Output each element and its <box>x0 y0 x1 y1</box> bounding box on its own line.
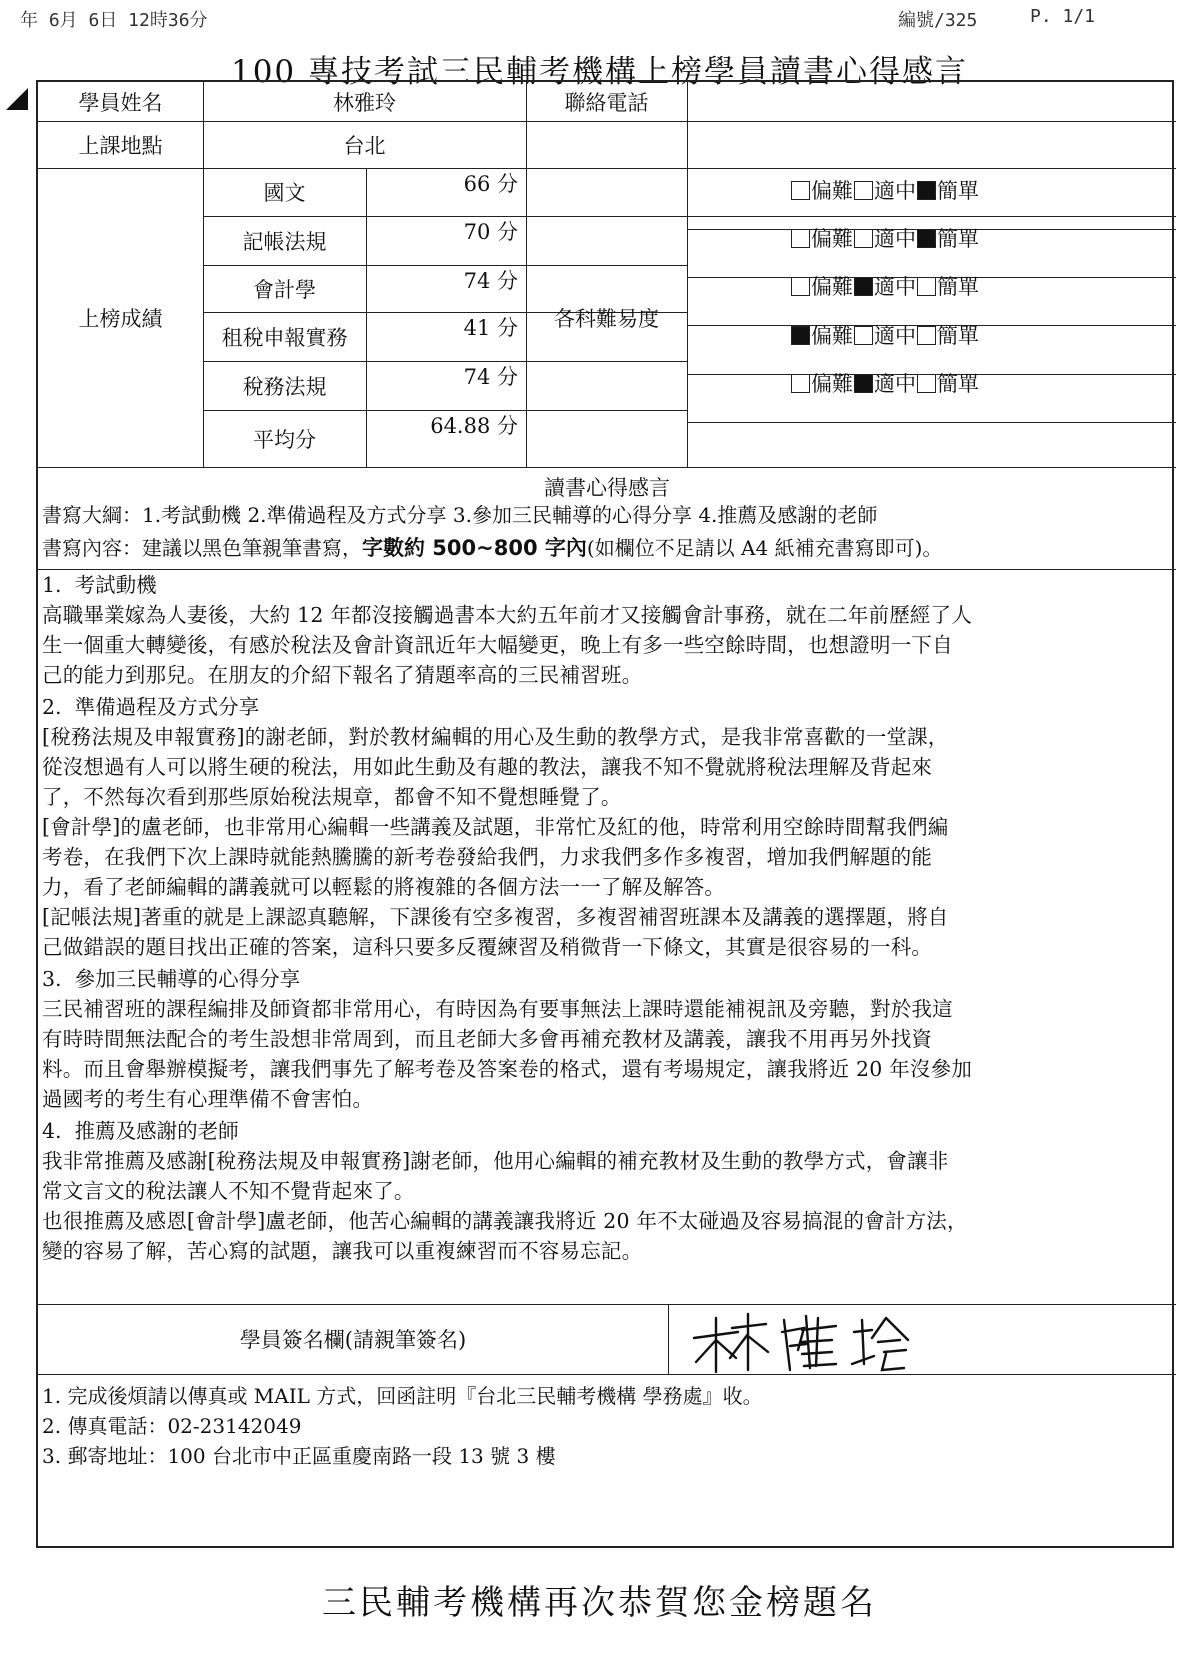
difficulty-option-label: 簡單 <box>937 227 979 251</box>
checked-box-icon[interactable] <box>854 277 873 296</box>
location-label: 上課地點 <box>78 133 163 158</box>
difficulty-row <box>790 315 979 355</box>
essay-section-heading: 3. 參加三民輔導的心得分享 <box>42 967 301 991</box>
handwritten-signature <box>686 1310 926 1380</box>
essay-section-heading: 2. 準備過程及方式分享 <box>42 695 260 719</box>
unchecked-box-icon[interactable] <box>791 229 810 248</box>
essay-line: 變的容易了解，苦心寫的試題，讓我可以重複練習而不容易忘記。 <box>42 1239 643 1263</box>
difficulty-label: 各科難易度 <box>554 306 659 331</box>
fax-code: 編號/325 <box>898 10 978 31</box>
difficulty-row <box>790 363 979 403</box>
essay-section-heading: 4. 推薦及感謝的老師 <box>42 1119 239 1143</box>
essay-line: 常文言文的稅法讓人不知不覺背起來了。 <box>42 1179 415 1203</box>
difficulty-option-label: 適中 <box>874 227 916 251</box>
difficulty-option-label: 偏難 <box>811 179 853 203</box>
content-suffix: (如欄位不足請以 A4 紙補充書寫即可)。 <box>586 536 943 560</box>
content-word-count: 字數約 500~800 字內 <box>362 536 587 560</box>
difficulty-option-label: 簡單 <box>937 324 979 348</box>
difficulty-option-label: 偏難 <box>811 227 853 251</box>
subject-name: 租稅申報實務 <box>221 325 348 350</box>
subject-score: 70 分 <box>463 220 518 244</box>
essay-line: [記帳法規]著重的就是上課認真聽解，下課後有空多複習，多複習補習班課本及講義的選擇題，將自 <box>42 905 949 929</box>
essay-line: 高職畢業嫁為人妻後，大約 12 年都沒接觸過書本大約五年前才又接觸會計事務，就在二年前歷經了人 <box>42 603 973 627</box>
essay-outline: 書寫大綱：1.考試動機 2.準備過程及方式分享 3.參加三民輔導的心得分享 4.推薦及感謝的老師 <box>42 503 878 527</box>
essay-line: 己的能力到那兒。在朋友的介紹下報名了猜題率高的三民補習班。 <box>42 663 643 687</box>
essay-line: [稅務法規及申報實務]的謝老師，對於教材編輯的用心及生動的教學方式，是我非常喜歡的一堂課， <box>42 725 949 749</box>
content-prefix: 書寫內容：建議以黑色筆親筆書寫， <box>42 536 362 560</box>
unchecked-box-icon[interactable] <box>854 181 873 200</box>
unchecked-box-icon[interactable] <box>791 374 810 393</box>
essay-line: 生一個重大轉變後，有感於稅法及會計資訊近年大幅變更，晚上有多一些空餘時間，也想證明一下自 <box>42 633 953 657</box>
difficulty-option-label: 簡單 <box>937 275 979 299</box>
student-name: 林雅玲 <box>333 90 396 115</box>
essay-heading: 讀書心得感言 <box>544 476 670 500</box>
document-title: 100 專技考試三民輔考機構上榜學員讀書心得感言 <box>230 54 969 90</box>
unchecked-box-icon[interactable] <box>791 277 810 296</box>
difficulty-option-label: 適中 <box>874 275 916 299</box>
essay-line: 從沒想過有人可以將生硬的稅法，用如此生動及有趣的教法，讓我不知不覺就將稅法理解及背起來 <box>42 755 933 779</box>
subject-score: 66 分 <box>463 172 518 196</box>
checked-box-icon[interactable] <box>854 374 873 393</box>
unchecked-box-icon[interactable] <box>917 277 936 296</box>
essay-line: 有時時間無法配合的考生設想非常周到，而且老師大多會再補充教材及講義，讓我不用再另外找資 <box>42 1027 933 1051</box>
difficulty-option-label: 適中 <box>874 372 916 396</box>
corner-mark-icon <box>6 88 28 110</box>
average-score: 64.88 分 <box>430 414 518 438</box>
fax-header <box>20 6 1179 31</box>
unchecked-box-icon[interactable] <box>917 374 936 393</box>
subject-name: 國文 <box>263 181 306 205</box>
essay-line: 三民補習班的課程編排及師資都非常用心，有時因為有要事無法上課時還能補視訊及旁聽，對於我這 <box>42 997 953 1021</box>
essay-line: [會計學]的盧老師，也非常用心編輯一些講義及試題，非常忙及紅的他，時常利用空餘時間幫我們編 <box>42 815 949 839</box>
scores-label: 上榜成績 <box>78 306 163 331</box>
signature-label: 學員簽名欄(請親筆簽名) <box>239 1328 467 1352</box>
checked-box-icon[interactable] <box>917 181 936 200</box>
difficulty-row <box>790 218 979 258</box>
difficulty-row <box>790 266 979 306</box>
unchecked-box-icon[interactable] <box>854 326 873 345</box>
essay-line: 料。而且會舉辦模擬考，讓我們事先了解考卷及答案卷的格式，還有考場規定，讓我將近 20 年沒參加 <box>42 1057 973 1081</box>
location-value: 台北 <box>343 133 386 158</box>
essay-line: 了，不然每次看到那些原始稅法規章，都會不知不覺想睡覺了。 <box>42 785 622 809</box>
essay-line: 己做錯誤的題目找出正確的答案，這科只要多反覆練習及稍微背一下條文，其實是很容易的一科。 <box>42 935 933 959</box>
fax-page: P. 1/1 <box>1030 6 1096 27</box>
phone-label: 聯絡電話 <box>564 90 649 115</box>
essay-line: 考卷，在我們下次上課時就能熱騰騰的新考卷發給我們，力求我們多作多複習，增加我們解題的能 <box>42 845 933 869</box>
subject-name: 會計學 <box>253 277 316 302</box>
phone-value <box>687 82 1176 121</box>
subject-name: 記帳法規 <box>242 229 327 254</box>
essay-line: 我非常推薦及感謝[稅務法規及申報實務]謝老師，他用心編輯的補充教材及生動的教學方式，會讓非 <box>42 1149 949 1173</box>
fax-datetime: 年 6月 6日 12時36分 <box>20 10 208 31</box>
subject-score: 74 分 <box>463 365 518 389</box>
unchecked-box-icon[interactable] <box>854 229 873 248</box>
subject-score: 41 分 <box>463 316 518 340</box>
difficulty-option-label: 偏難 <box>811 275 853 299</box>
footer-note: 3. 郵寄地址：100 台北市中正區重慶南路一段 13 號 3 樓 <box>42 1444 556 1468</box>
difficulty-option-label: 簡單 <box>937 179 979 203</box>
subject-name: 稅務法規 <box>242 374 327 399</box>
footer-note: 2. 傳真電話：02-23142049 <box>42 1414 302 1438</box>
essay-line: 過國考的考生有心理準備不會害怕。 <box>42 1087 374 1111</box>
average-label: 平均分 <box>253 427 316 452</box>
difficulty-row <box>790 170 979 210</box>
essay-section-heading: 1. 考試動機 <box>42 573 157 597</box>
essay-line: 力，看了老師編輯的講義就可以輕鬆的將複雜的各個方法一一了解及解答。 <box>42 875 726 899</box>
checked-box-icon[interactable] <box>917 229 936 248</box>
unchecked-box-icon[interactable] <box>791 181 810 200</box>
essay-line: 也很推薦及感恩[會計學]盧老師，他苦心編輯的講義讓我將近 20 年不太碰過及容易搞混的會計方法， <box>42 1209 968 1233</box>
essay-body <box>42 570 1170 1266</box>
difficulty-option-label: 偏難 <box>811 324 853 348</box>
difficulty-option-label: 適中 <box>874 324 916 348</box>
essay-content-instruction <box>42 532 942 562</box>
name-label: 學員姓名 <box>78 90 163 115</box>
subject-score: 74 分 <box>463 269 518 293</box>
difficulty-option-label: 偏難 <box>811 372 853 396</box>
unchecked-box-icon[interactable] <box>917 326 936 345</box>
difficulty-option-label: 簡單 <box>937 372 979 396</box>
footer-note: 1. 完成後煩請以傳真或 MAIL 方式，回函註明『台北三民輔考機構 學務處』收。 <box>42 1384 763 1408</box>
difficulty-option-label: 適中 <box>874 179 916 203</box>
form-sheet <box>36 80 1174 1548</box>
closing-message: 三民輔考機構再次恭賀您金榜題名 <box>322 1583 877 1623</box>
checked-box-icon[interactable] <box>791 326 810 345</box>
